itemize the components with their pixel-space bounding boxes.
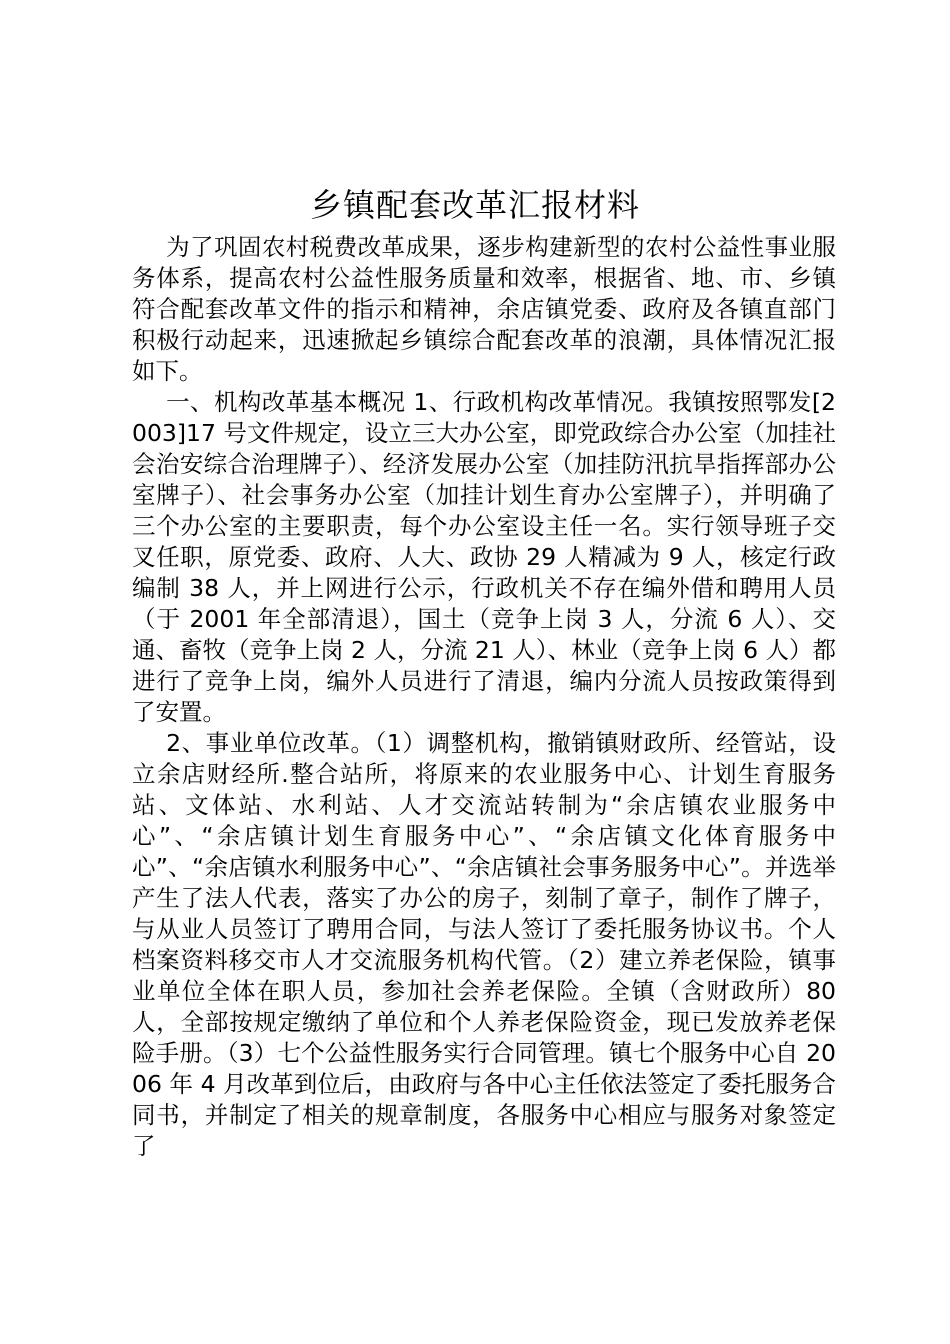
paragraph-intro: 为了巩固农村税费改革成果，逐步构建新型的农村公益性事业服务体系，提高农村公益性服务质量和效率，根据省、地、市、乡镇符合配套改革文件的指示和精神，余店镇党委、政府及各镇直部门积极行动起来，迅速掀起乡镇综合配套改革的浪潮，具体情况汇报如下。 (132, 233, 836, 385)
paragraph-section-1: 一、机构改革基本概况 1、行政机构改革情况。我镇按照鄂发[2003]17 号文件规定，设立三大办公室，即党政综合办公室（加挂社会治安综合治理牌子）、经济发展办公室（加挂防汛抗旱指挥部办公室牌子）、社会事务办公室（加挂计划生育办公室牌子），并明确了三个办公室的主要职责，每个办公室设主任一名。实行领导班子交叉任职，原党委、政府、人大、政协 29 人精减为 9 人，核定行政编制 38 人，并上网进行公示，行政机关不存在编外借和聘用人员（于 2001 年全部清退），国土（竞争上岗 3 人，分流 6 人）、交通、畜牧（竞争上岗 2 人，分流 21 人）、林业（竞争上岗 6 人）都进行了竞争上岗，编外人员进行了清退，编内分流人员按政策得到了安置。 (132, 388, 836, 726)
document-title: 乡镇配套改革汇报材料 (309, 186, 640, 224)
document-body (132, 232, 836, 1162)
paragraph-section-2: 2、事业单位改革。（1）调整机构，撤销镇财政所、经管站，设立余店财经所.整合站所，将原来的农业服务中心、计划生育服务站、文体站、水利站、人才交流站转制为“余店镇农业服务中心”、“余店镇计划生育服务中心”、“余店镇文化体育服务中心”、“余店镇水利服务中心”、“余店镇社会事务服务中心”。并选举产生了法人代表，落实了办公的房子，刻制了章子，制作了牌子，与从业人员签订了聘用合同，与法人签订了委托服务协议书。个人档案资料移交市人才交流服务机构代管。（2）建立养老保险，镇事业单位全体在职人员，参加社会养老保险。全镇（含财政所）80 人，全部按规定缴纳了单位和个人养老保险资金，现已发放养老保险手册。（3）七个公益性服务实行合同管理。镇七个服务中心自 2006 年 4 月改革到位后，由政府与各中心主任依法签定了委托服务合同书，并制定了相关的规章制度，各服务中心相应与服务对象签定了 (132, 729, 836, 1160)
